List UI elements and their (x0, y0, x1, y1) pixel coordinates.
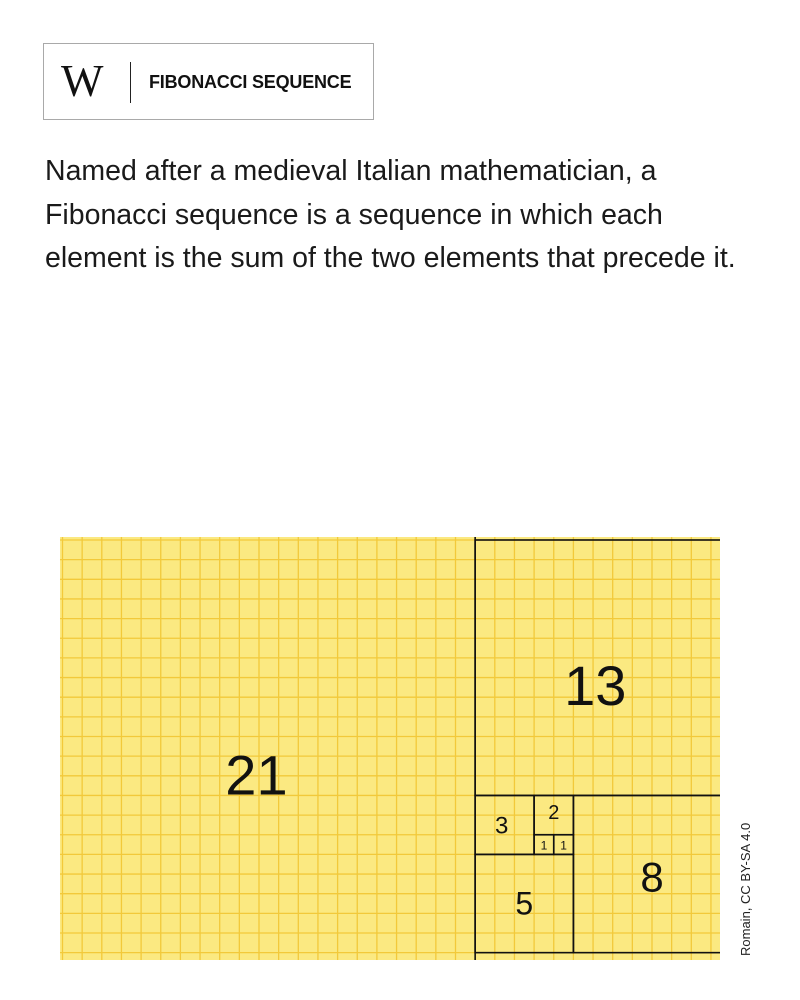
square-label-1: 1 (540, 838, 548, 853)
square-label-5: 5 (515, 885, 534, 922)
square-label-1: 1 (560, 838, 567, 853)
title-card (43, 43, 374, 120)
square-label-13: 13 (564, 654, 627, 718)
square-label-21: 21 (225, 743, 288, 807)
attribution-credit: Romain, CC BY-SA 4.0 (738, 822, 753, 956)
square-label-3: 3 (494, 812, 509, 840)
wikipedia-w-icon: W (61, 56, 101, 106)
diagram-background (60, 537, 720, 960)
fibonacci-squares-svg (60, 537, 720, 960)
fibonacci-squares-diagram (60, 537, 720, 960)
square-label-8: 8 (640, 853, 664, 901)
intro-paragraph: Named after a medieval Italian mathematician, a Fibonacci sequence is a sequence in which each element is the sum of the two elements that precede it. (45, 155, 736, 274)
header-divider (130, 62, 131, 103)
square-label-2: 2 (548, 802, 560, 825)
page-title: FIBONACCI SEQUENCE (149, 72, 352, 92)
